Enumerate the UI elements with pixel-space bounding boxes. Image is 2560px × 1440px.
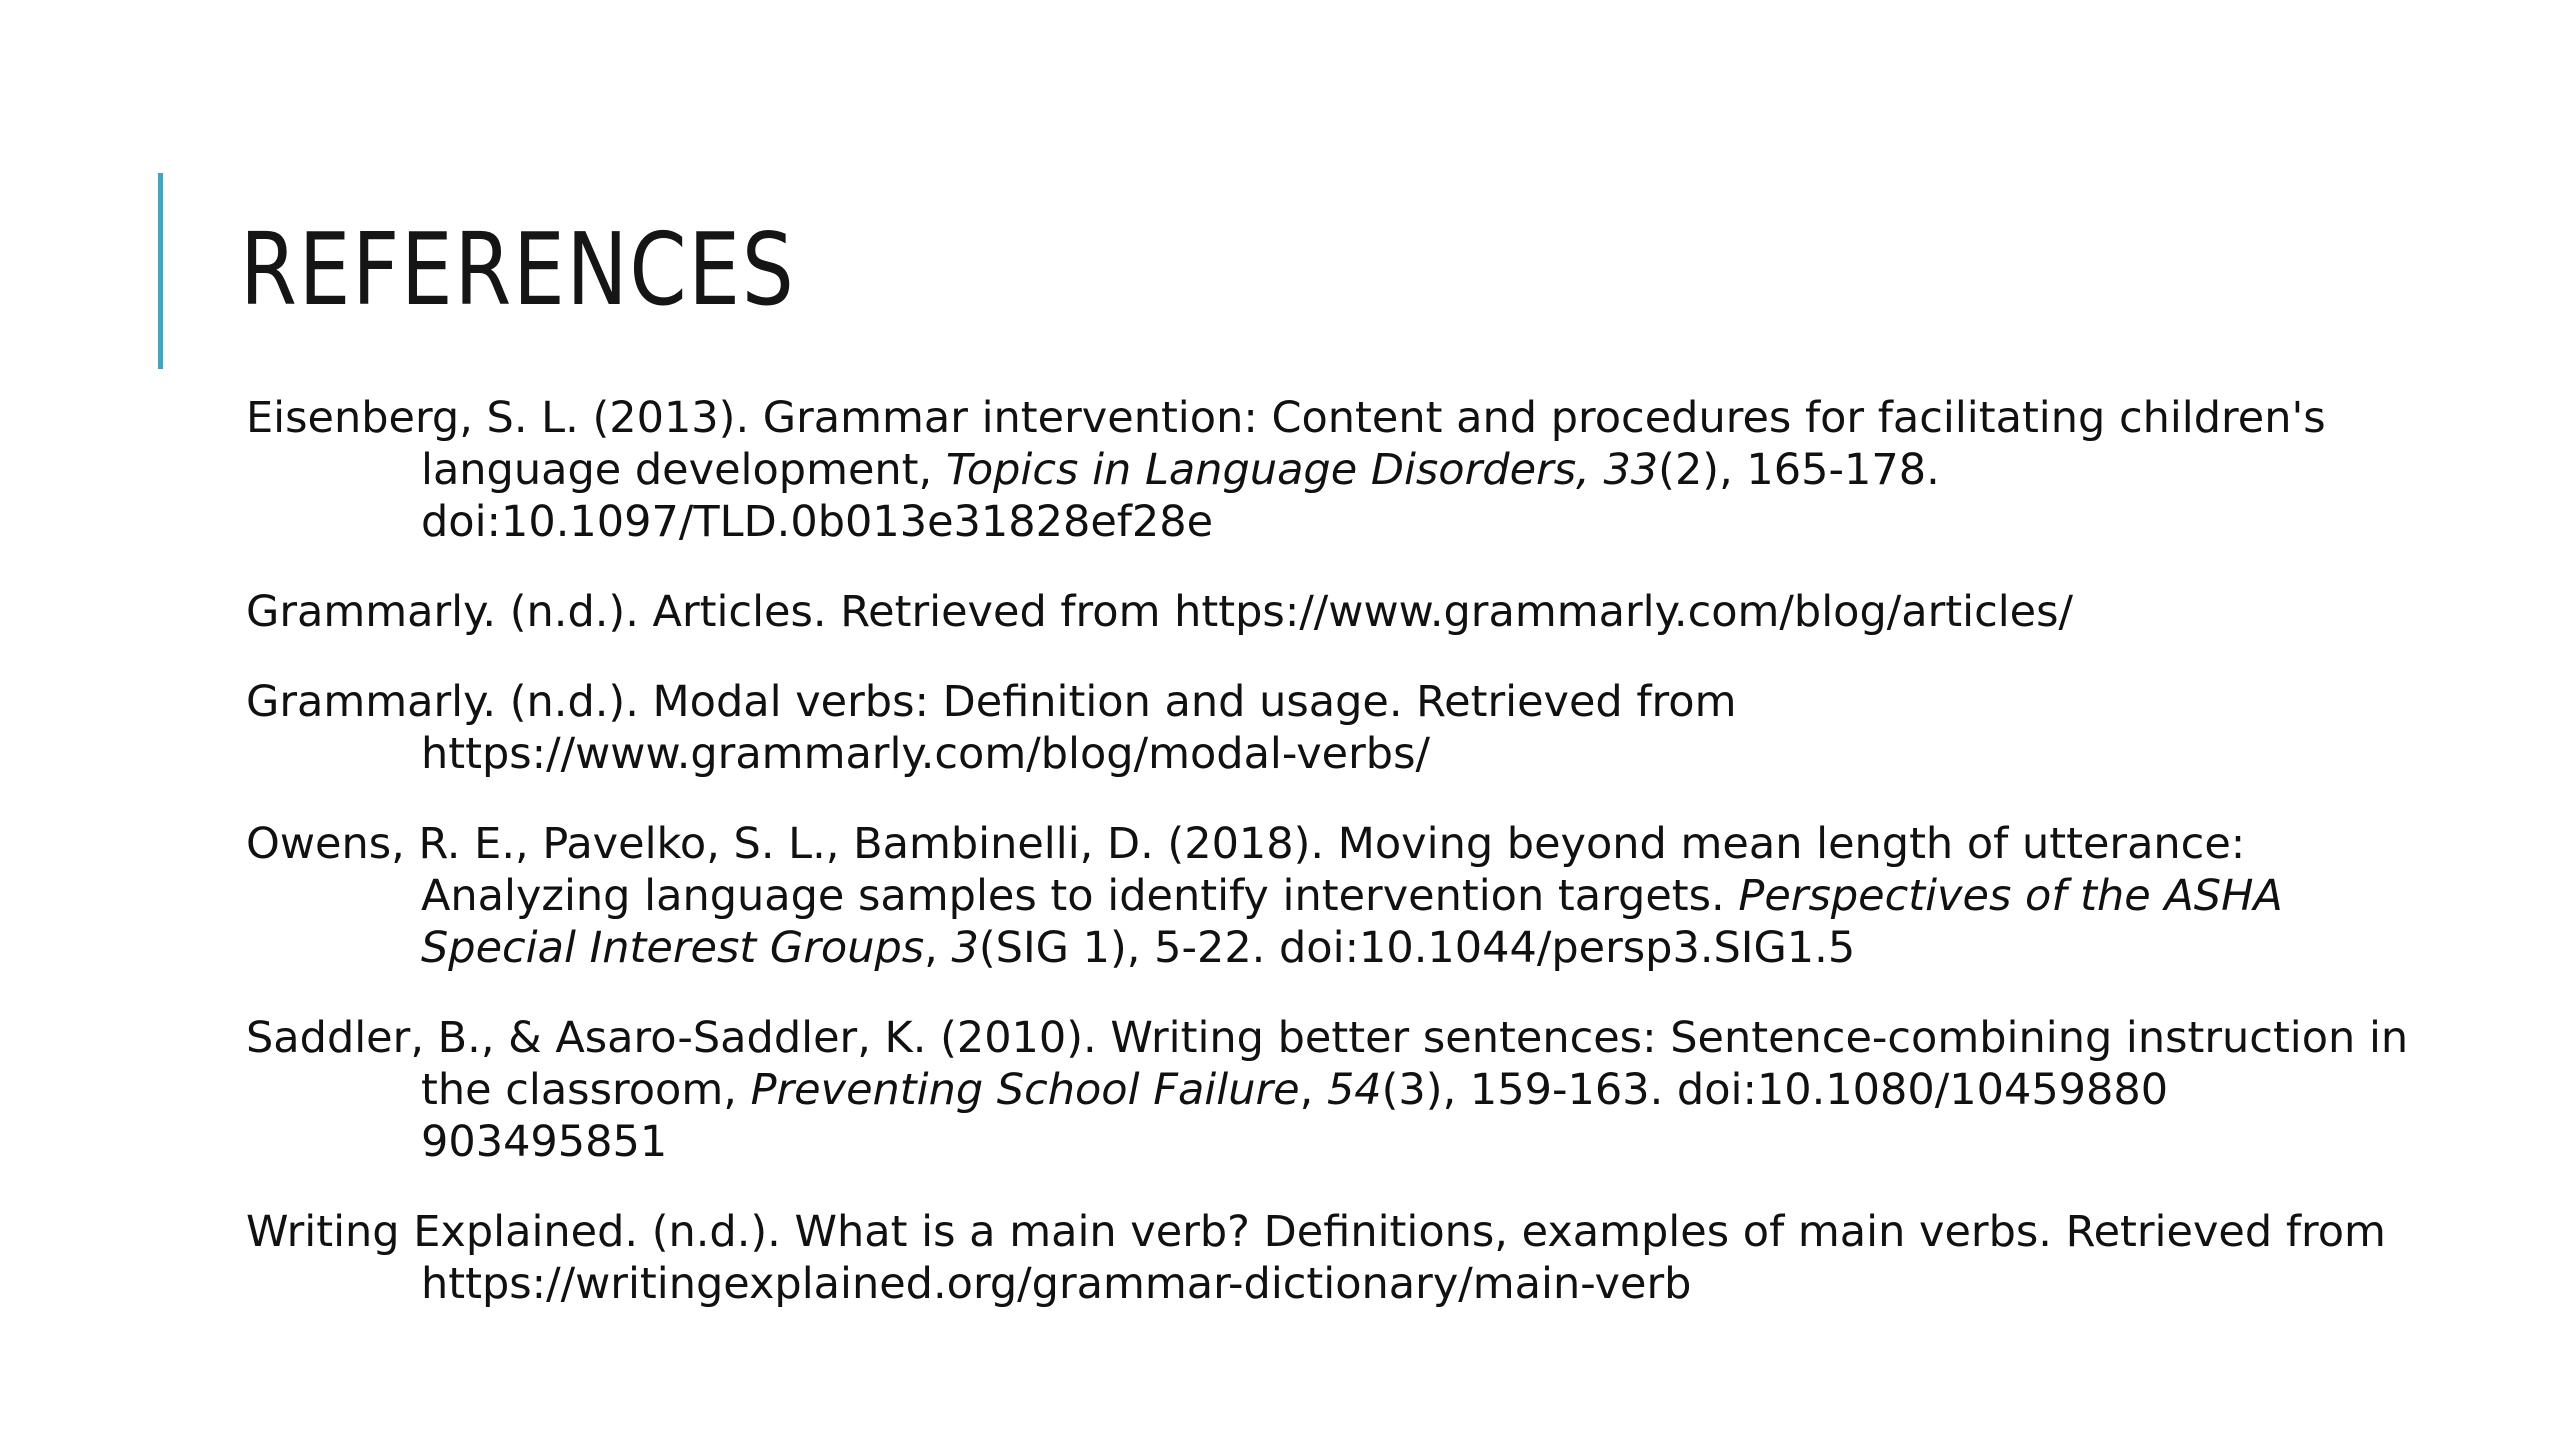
reference-authors: Grammarly. (n.d.). xyxy=(246,677,653,727)
reference-separator: , xyxy=(924,923,952,973)
reference-source: Preventing School Failure xyxy=(750,1065,1300,1115)
reference-volume: 3 xyxy=(951,923,979,973)
reference-item-grammarly-articles xyxy=(246,586,2426,638)
reference-item-writing-explained xyxy=(246,1206,2426,1310)
reference-authors: Owens, R. E., Pavelko, S. L., Bambinelli, D. (2018). xyxy=(246,819,1338,869)
reference-title: Articles. Retrieved from https://www.grammarly.com/blog/articles/ xyxy=(652,587,2074,637)
reference-details: (SIG 1), 5-22. doi:10.1044/persp3.SIG1.5 xyxy=(978,923,1856,973)
title-accent-bar xyxy=(158,173,163,369)
reference-title: Modal verbs: Definition and usage. Retrieved from https://www.grammarly.com/blog/modal-verbs/ xyxy=(421,677,1737,779)
reference-details: (2), 165-178. doi:10.1097/TLD.0b013e31828ef28e xyxy=(421,445,1940,547)
reference-item-owens xyxy=(246,818,2426,974)
reference-authors: Grammarly. (n.d.). xyxy=(246,587,653,637)
reference-item-grammarly-modal-verbs xyxy=(246,676,2426,780)
reference-source: Perspectives of the ASHA Special Interest Groups xyxy=(421,871,2283,973)
reference-item-eisenberg xyxy=(246,392,2426,548)
reference-title: What is a main verb? Definitions, examples of main verbs. Retrieved from https://writingexplained.org/grammar-dictionary/main-verb xyxy=(421,1207,2386,1309)
reference-authors: Writing Explained. (n.d.). xyxy=(246,1207,795,1257)
reference-source: Topics in Language Disorders, 33 xyxy=(945,445,1659,495)
reference-authors: Eisenberg, S. L. (2013). xyxy=(246,393,763,443)
reference-authors: Saddler, B., & Asaro-Saddler, K. (2010). xyxy=(246,1013,1111,1063)
reference-title: Grammar intervention: Content and procedures for facilitating children's language development, xyxy=(421,393,2326,495)
reference-list xyxy=(246,392,2426,1348)
reference-volume: 54 xyxy=(1326,1065,1382,1115)
reference-title: Writing better sentences: Sentence-combining instruction in the classroom, xyxy=(421,1013,2409,1115)
reference-details: (3), 159-163. doi:10.1080/10459880 903495851 xyxy=(421,1065,2169,1167)
reference-item-saddler xyxy=(246,1012,2426,1168)
reference-separator: , xyxy=(1299,1065,1327,1115)
reference-title: Moving beyond mean length of utterance: Analyzing language samples to identify intervention targets. xyxy=(421,819,2246,921)
slide-title: REFERENCES xyxy=(240,211,796,328)
